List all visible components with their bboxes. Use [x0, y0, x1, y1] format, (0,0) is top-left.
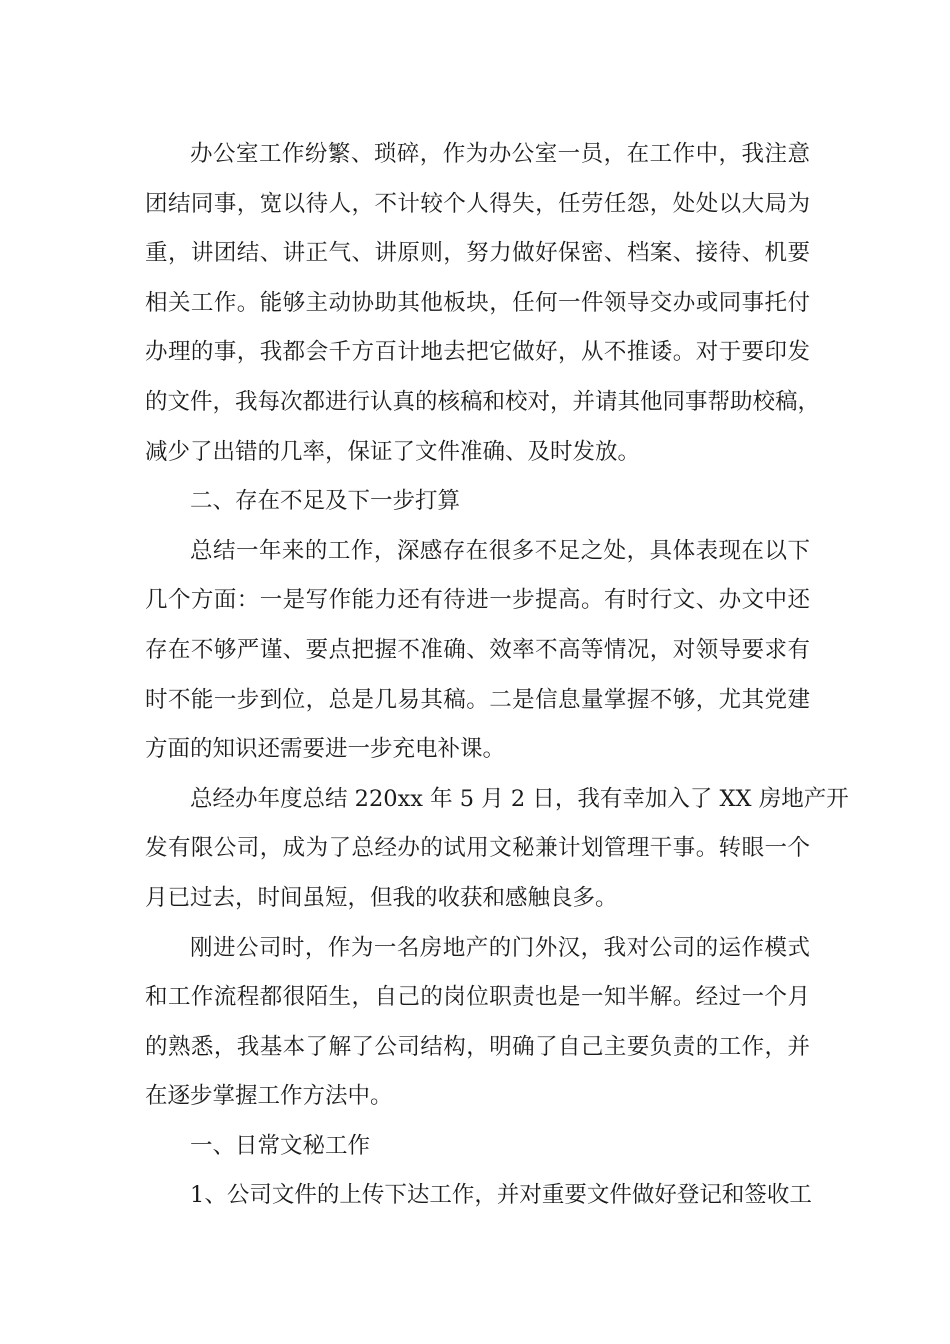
document-line: 1、公司文件的上传下达工作，并对重要文件做好登记和签收工 — [190, 1182, 812, 1209]
document-line: 时不能一步到位，总是几易其稿。二是信息量掌握不够，尤其党建 — [145, 686, 810, 713]
document-line: 总结一年来的工作，深感存在很多不足之处，具体表现在以下 — [190, 537, 810, 564]
document-line: 方面的知识还需要进一步充电补课。 — [145, 736, 506, 763]
document-line: 月已过去，时间虽短，但我的收获和感触良多。 — [145, 884, 618, 911]
document-line: 的文件，我每次都进行认真的核稿和校对，并请其他同事帮助校稿， — [145, 388, 821, 415]
document-line: 减少了出错的几率，保证了文件准确、及时发放。 — [145, 438, 641, 465]
document-line: 团结同事，宽以待人，不计较个人得失，任劳任怨，处处以大局为 — [145, 190, 810, 217]
document-body — [145, 130, 849, 1221]
document-line: 和工作流程都很陌生，自己的岗位职责也是一知半解。经过一个月 — [145, 984, 810, 1011]
document-line: 重，讲团结、讲正气、讲原则，努力做好保密、档案、接待、机要 — [145, 240, 810, 267]
document-line: 总经办年度总结 220xx 年 5 月 2 日，我有幸加入了 XX 房地产开 — [190, 785, 849, 812]
document-line: 办公室工作纷繁、琐碎，作为办公室一员，在工作中，我注意 — [190, 141, 810, 167]
document-line: 办理的事，我都会千方百计地去把它做好，从不推诿。对于要印发 — [145, 339, 810, 366]
document-line: 相关工作。能够主动协助其他板块，任何一件领导交办或同事托付 — [145, 289, 810, 316]
document-line: 发有限公司，成为了总经办的试用文秘兼计划管理干事。转眼一个 — [145, 835, 810, 862]
document-line: 刚进公司时，作为一名房地产的门外汉，我对公司的运作模式 — [190, 934, 810, 961]
document-line: 的熟悉，我基本了解了公司结构，明确了自己主要负责的工作，并 — [145, 1033, 810, 1060]
document-line: 二、存在不足及下一步打算 — [190, 488, 461, 515]
document-line: 一、日常文秘工作 — [190, 1132, 371, 1159]
document-line: 几个方面：一是写作能力还有待进一步提高。有时行文、办文中还 — [145, 587, 810, 614]
document-line: 在逐步掌握工作方法中。 — [145, 1083, 393, 1110]
document-line: 存在不够严谨、要点把握不准确、效率不高等情况，对领导要求有 — [145, 636, 810, 663]
